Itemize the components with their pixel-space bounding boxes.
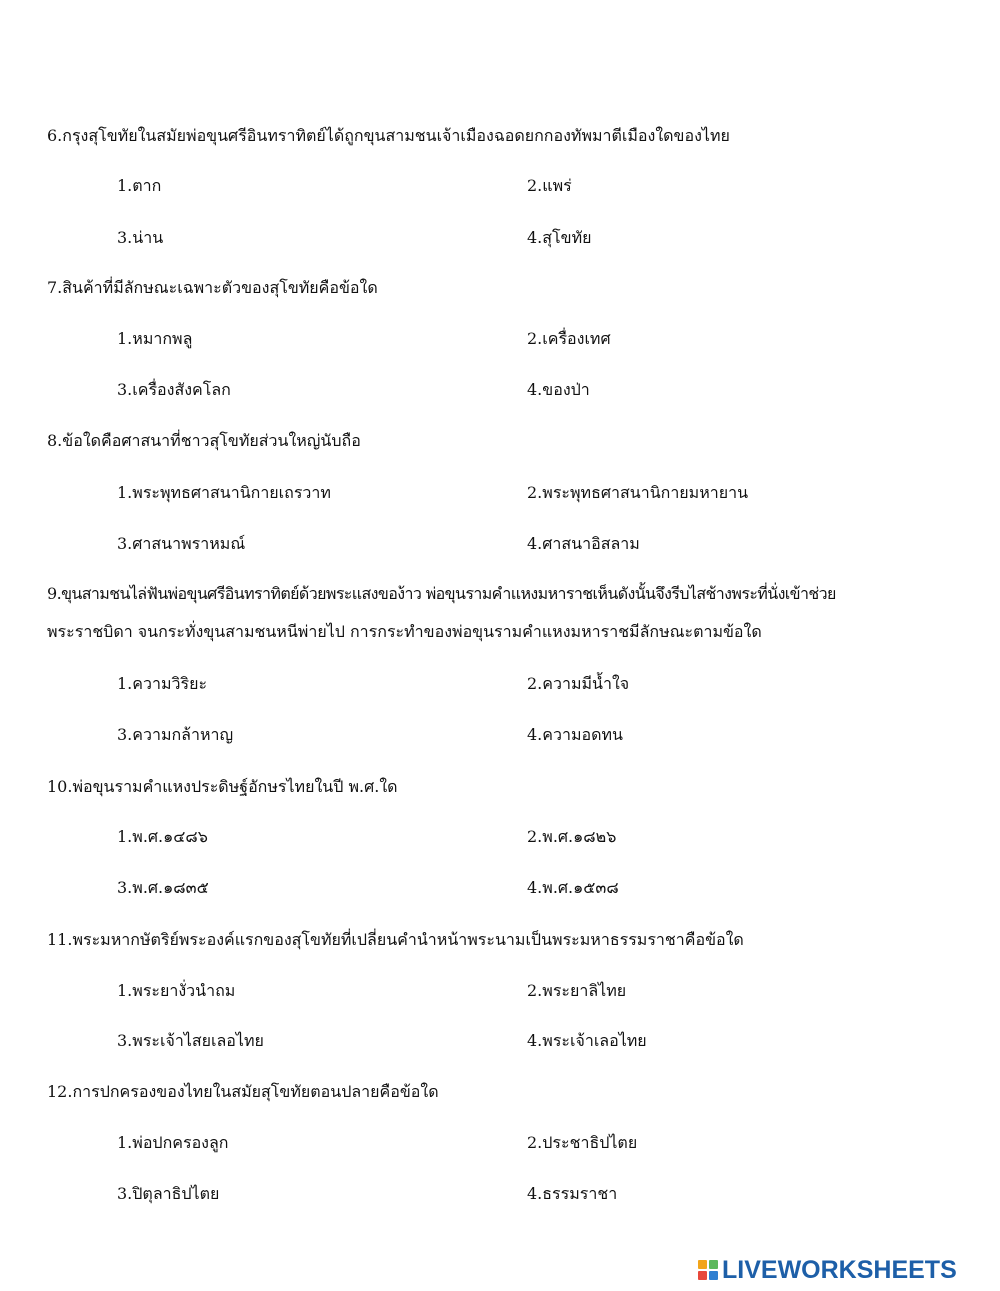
logo-text: LIVEWORKSHEETS bbox=[722, 1256, 957, 1284]
question-6-option-1: 1.ตาก bbox=[117, 176, 162, 195]
question-10-option-4: 4.พ.ศ.๑๕๓๘ bbox=[527, 878, 619, 897]
question-11-option-2: 2.พระยาลิไทย bbox=[527, 981, 627, 1000]
question-8-option-3: 3.ศาสนาพราหมณ์ bbox=[117, 534, 246, 553]
question-7-option-3: 3.เครื่องสังคโลก bbox=[117, 380, 231, 399]
question-12-option-3: 3.ปิตุลาธิปไตย bbox=[117, 1184, 220, 1203]
question-9-text-line-2: พระราชบิดา จนกระทั่งขุนสามชนหนีพ่ายไป การกระทำของพ่อขุนรามคำแหงมหาราชมีลักษณะตามข้อใด bbox=[47, 622, 762, 641]
question-11-text: 11.พระมหากษัตริย์พระองค์แรกของสุโขทัยที่เปลี่ยนคำนำหน้าพระนามเป็นพระมหาธรรมราชาคือข้อใด bbox=[47, 930, 744, 949]
liveworksheets-logo[interactable] bbox=[698, 1255, 994, 1285]
question-11-option-1: 1.พระยางั่วนำถม bbox=[117, 981, 236, 1000]
logo-block-3 bbox=[698, 1271, 707, 1280]
question-8-option-1: 1.พระพุทธศาสนานิกายเถรวาท bbox=[117, 483, 331, 502]
question-8-text: 8.ข้อใดคือศาสนาที่ชาวสุโขทัยส่วนใหญ่นับถือ bbox=[47, 431, 361, 450]
question-6-option-2: 2.แพร่ bbox=[527, 176, 572, 195]
question-6-option-3: 3.น่าน bbox=[117, 228, 164, 247]
question-10-text: 10.พ่อขุนรามคำแหงประดิษฐ์อักษรไทยในปี พ.ศ.ใด bbox=[47, 777, 398, 796]
question-12-option-2: 2.ประชาธิปไตย bbox=[527, 1133, 638, 1152]
question-12-option-1: 1.พ่อปกครองลูก bbox=[117, 1133, 229, 1152]
question-7-option-1: 1.หมากพลู bbox=[117, 329, 193, 348]
question-10-option-2: 2.พ.ศ.๑๘๒๖ bbox=[527, 827, 617, 846]
logo-block-2 bbox=[709, 1260, 718, 1269]
question-7-text: 7.สินค้าที่มีลักษณะเฉพาะตัวของสุโขทัยคือข้อใด bbox=[47, 278, 378, 297]
question-8-option-4: 4.ศาสนาอิสลาม bbox=[527, 534, 640, 553]
question-12-option-4: 4.ธรรมราชา bbox=[527, 1184, 618, 1203]
question-9-option-1: 1.ความวิริยะ bbox=[117, 674, 208, 693]
question-9-text-line-1: 9.ขุนสามชนไล่ฟันพ่อขุนศรีอินทราทิตย์ด้วยพระแสงของ้าว พ่อขุนรามคำแหงมหาราชเห็นดังนั้นจึงรีบไสช้างพระที่นั่งเข้าช่วย bbox=[47, 584, 836, 603]
question-6-text: 6.กรุงสุโขทัยในสมัยพ่อขุนศรีอินทราทิตย์ได้ถูกขุนสามชนเจ้าเมืองฉอดยกกองทัพมาตีเมืองใดของไทย bbox=[47, 126, 730, 145]
logo-block-4 bbox=[709, 1271, 718, 1280]
question-10-option-3: 3.พ.ศ.๑๘๓๕ bbox=[117, 878, 209, 897]
question-7-option-2: 2.เครื่องเทศ bbox=[527, 329, 611, 348]
logo-block-1 bbox=[698, 1260, 707, 1269]
question-8-option-2: 2.พระพุทธศาสนานิกายมหายาน bbox=[527, 483, 749, 502]
question-9-option-3: 3.ความกล้าหาญ bbox=[117, 725, 234, 744]
question-10-option-1: 1.พ.ศ.๑๔๘๖ bbox=[117, 827, 208, 846]
question-6-option-4: 4.สุโขทัย bbox=[527, 228, 592, 247]
question-7-option-4: 4.ของป่า bbox=[527, 380, 590, 399]
liveworksheets-logo-icon bbox=[698, 1260, 718, 1280]
question-12-text: 12.การปกครองของไทยในสมัยสุโขทัยตอนปลายคือข้อใด bbox=[47, 1082, 439, 1101]
question-11-option-4: 4.พระเจ้าเลอไทย bbox=[527, 1031, 647, 1050]
question-11-option-3: 3.พระเจ้าไสยเลอไทย bbox=[117, 1031, 264, 1050]
question-9-option-2: 2.ความมีน้ำใจ bbox=[527, 674, 630, 693]
question-9-option-4: 4.ความอดทน bbox=[527, 725, 623, 744]
